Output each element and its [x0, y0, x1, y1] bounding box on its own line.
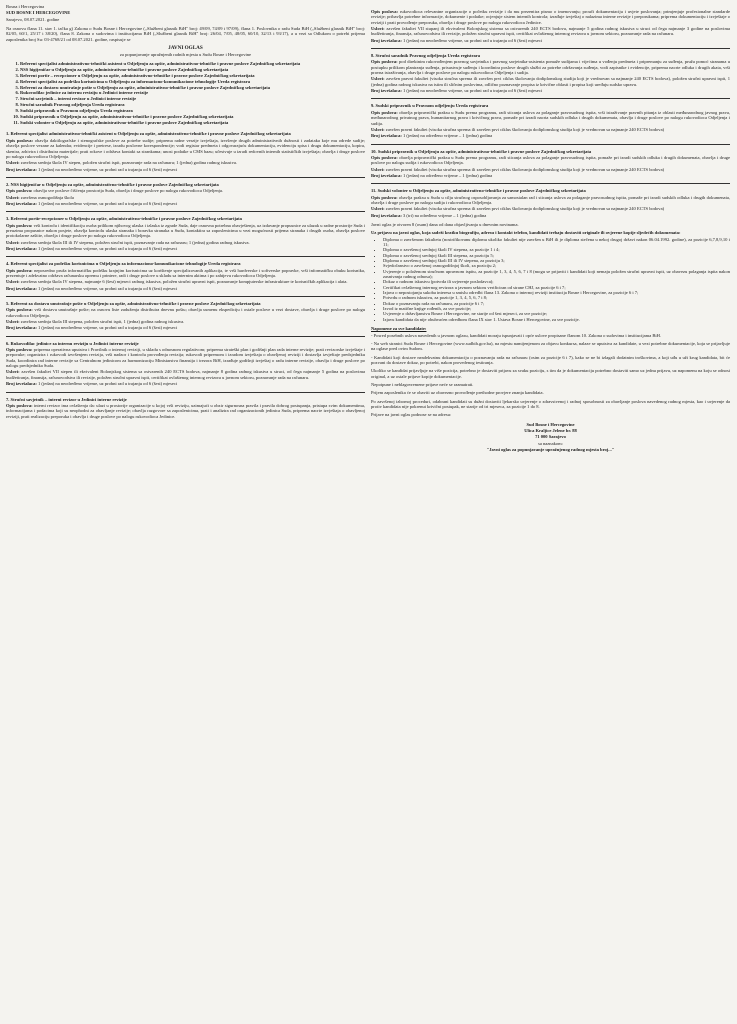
opis-label: Opis poslova: [6, 402, 33, 408]
header-country: Bosna i Hercegovina [6, 4, 45, 9]
position-item: 1. Referent specijalist administrativno-tehnički asistent u Odjeljenju za opšte, administrativno-tehničke i pravne poslove Zajedničkog sekretarijata [20, 61, 365, 66]
broj-label: Broj izvršalaca: [6, 166, 37, 172]
position-item: 8. Stručni saradnik Pravnog odjeljenja Ureda registrara [20, 102, 365, 107]
uslovi-label: Uslovi: [371, 26, 385, 32]
section-divider [371, 144, 730, 145]
uslovi-label: Uslovi: [371, 206, 385, 212]
broj-label: Broj izvršalaca: [371, 172, 402, 178]
job-uslovi [6, 160, 365, 165]
job-section [6, 256, 365, 291]
job-section-title: 6. Rukovodilac jedinice za internu reviziju u Jedinici interne revizije [6, 340, 139, 346]
position-item: 2. NSS higijeničar u Odjeljenju za opšte, administrativno-tehničke i pravne poslove Zajedničkog sekretarijata [20, 67, 365, 72]
job-section [371, 48, 730, 93]
note-paragraph: Prijem zaposlenika će se obaviti uz obavezno provođenje prethodne provjere znanja kandidata. [371, 390, 544, 396]
job-broj [6, 246, 365, 251]
notes-list [371, 333, 730, 418]
job-uslovi [6, 240, 365, 245]
job-broj [371, 133, 730, 138]
position-item: 9. Sudski pripravnik u Pravnom odjeljenju Ureda registrara [20, 108, 365, 113]
right-sections [371, 9, 730, 218]
job-uslovi-text: završen pravni fakultet (visoka stručna sprema ili završen prvi ciklus školovanja dodiplomskog studija koji je vrednovan sa najmanje 240 ECTS bodova) [385, 206, 665, 212]
job-broj [371, 38, 730, 43]
opis-label: Opis poslova: [6, 222, 33, 228]
opis-label: Opis poslova: [6, 267, 33, 273]
uslovi-label: Uslovi: [6, 239, 20, 245]
document-item: • Izjavu kandidata da nije obuhvaćen odredbom člana IX stav 1. Ustava Bosne i Hercegovine, za sve pozicije. [383, 317, 730, 322]
documents-list [371, 237, 730, 323]
job-uslovi [6, 369, 365, 380]
section-divider [371, 183, 730, 184]
job-uslovi-text: završena srednja škola III ili IV stepena, položen stručni ispit, poznavanje rada na računaru; 1 (jedna) godina radnog iskustva. [20, 239, 250, 245]
job-section-title: 11. Sudski volonter u Odjeljenju za opšte, administrativno-tehničke i pravne poslove Zajedničkog sekretarijata [371, 188, 586, 194]
job-section-title: 2. NSS higijeničar u Odjeljenju za opšte, administrativno-tehničke i pravne poslove Zajedničkog sekretarijata [6, 181, 219, 187]
document-item: • Certifikat ovlaštenog internog revizora u javnom sektoru verificiran od strane CHJ, za pozicije 6 i 7; [383, 285, 730, 290]
job-broj-text: 1 (jedan) na neodređeno vrijeme, uz probni rad u trajanju od 6 (šest) mjeseci [38, 200, 178, 206]
job-broj-text: 1 (jedan) na određeno vrijeme – 1 (jedna) godina [403, 133, 493, 139]
job-section [371, 9, 730, 43]
opis-label: Opis poslova: [371, 154, 398, 160]
position-item: 7. Stručni savjetnik – interni revizor u Jedinici interne revizije [20, 96, 365, 101]
job-uslovi-text: završena srednja škola IV stepen, položen stručni ispit, poznavanje rada na računaru; 1 (jedna) godina radnog iskustva. [20, 160, 237, 166]
note-paragraph: Ukoliko se kandidat prijavljuje na više pozicija, potrebno je dostaviti prijavu za svaku poziciju, s tim da je dokumentaciju potrebno dostaviti samo uz jednu prijavu, uz napomenu na koju se odnosi original, a uz ostale prijave kopije dokumentacije. [371, 368, 730, 379]
job-broj-text: 1 (jedan) na neodređeno vrijeme, uz probni rad u trajanju od 6 (šest) mjeseci [38, 381, 178, 387]
open-period: Javni oglas je otvoren 8 (osam) dana od dana objavljivanja u dnevnim novinama. [371, 221, 519, 227]
job-uslovi [6, 195, 365, 200]
document-item: • Uvjerenje o državljanstvu Bosne i Hercegovine, ne starije od šest mjeseci, za sve pozicije; [383, 311, 730, 316]
note-paragraph: - Posred posebnih uslova navedenih u javnom oglasu, kandidati moraju ispunjavati i opće uslove propisane članom 10. Zakona o sudovima i institucijama BiH. [371, 332, 662, 338]
application-instructions: Uz prijavu na javni oglas, koja sadrži kratku biografiju, adresu i kontakt telefon, kandidati trebaju dostaviti originale ili ovjerene kopije sljedećih dokumenata: [371, 230, 681, 236]
job-opis [371, 195, 730, 206]
opis-label: Opis poslova: [371, 9, 399, 14]
opis-label: Opis poslova: [6, 347, 33, 353]
uslovi-label: Uslovi: [6, 319, 20, 325]
document-item: • Diploma o završenom fakultetu (nostrifikovanu diplomu ukoliko fakultet nije završen u BiH ili je diploma stečena u nekoj drugoj državi nakon 06.04.1992. godine), za pozicije 6,7,8,9,10 i 11; [383, 237, 730, 248]
broj-label: Broj izvršalaca: [6, 200, 37, 206]
uslovi-label: Uslovi: [6, 369, 20, 375]
note-paragraph: Prijave na javni oglas podnose se na adresu: [371, 412, 452, 418]
job-broj [6, 286, 365, 291]
job-opis [6, 188, 365, 193]
left-sections [6, 131, 365, 418]
job-uslovi-text: završen pravni fakultet (visoka stručna sprema ili završen prvi ciklus školovanja dodiplomskog studija koji je vrednovan sa najmanje 240 ECTS bodova) [385, 126, 665, 132]
positions-list [6, 61, 365, 126]
job-section [6, 296, 365, 331]
job-uslovi-text: završen fakultet VII stepen ili ekvivalent Bolonjskog sistema sa ostvarenih 240 ECTS bodova, najmanje 8 godina radnog iskustva u struci, od čega najmanje 5 godina na poslovima budžetiranja, finansija, računovodstva ili revizije, položen stručni upravni ispit, certifikat ovlaštenog internog revizora u javnom sektoru, poznavanje rada na računaru. [6, 369, 365, 380]
job-uslovi [371, 167, 730, 172]
job-opis-text: rukovodioca relevantne organizacije o početku revizije i da mu prezentira pismo o imenovanju; prouči dokumentaciju i uvjete poslovanja; primjenjuje profesionalne standarde revizije; pribavlja potrebne informacije, dokumente i podatke; ocjenjuje sistem internih kontrola; izrađuje izvještaj o nalazima interne revizije i preporukama; priprema dokumentaciju i izvještaje o reviziji i prati provođenje preporuka, obavlja i druge poslove po nalogu rukovodioca Jedinice. [371, 9, 730, 25]
document-item: • Uvjerenje o položenom stručnom upravnom ispitu, za pozicije 1, 3, 4, 5, 6, 7 i 8 (mogu se prijaviti i kandidati koji nemaju položen stručni upravni ispit, uz obavezu polaganja ispita nakon zasnivanja radnog odnosa); [383, 269, 730, 280]
opis-label: Opis poslova: [6, 137, 34, 143]
job-opis-text: pod direktnim rukovođenjem pravnog savjetnika i pravnog savjetnika-asistenta pomaže sudijama i vijećima u vođenju predmeta i pripremanju za suđenja, pruža pomoć stranama u postupku prilikom planiranja suđenja, prisustvuje suđenju i koordinira poslove drugih službi za potrebe održavanja suđenja, vodi zapisnike i evidencije, priprema nacrte odluka i drugih akata, vrši pravna istraživanja, obavlja i druge poslove po nalogu rukovodioca Odjeljenja i sudija. [371, 59, 730, 76]
job-section [6, 177, 365, 206]
job-opis-text: obavlja praksu u Sudu u cilju stručnog osposobljavanja za samostalan rad i sticanja uslova za polaganje pravosudnog ispita, pomaže pri izradi sudskih odluka i drugih dokumenata, obavlja i druge poslove po nalogu sudija i rukovodioca Odjeljenja. [371, 194, 730, 205]
header-date: Sarajevo, 08.07.2021. godine [6, 16, 60, 22]
uslovi-label: Uslovi: [371, 166, 385, 172]
job-opis-text: obavlja daktilografske i stenografske poslove za potrebe sudije; priprema radne verzije izvještaja, izvršenje drugih administrativnih dužnosti i zadataka koje mu odrede sudije; obavlja poslove vezane za kalendar, evidencije i pretrese, izradu poslovne korespondencije; vodi registar predmeta i odgovarajuću dokumentaciju, evidenciju spisa i drugu dokumentaciju, kopira, skenira, arhivira i distribuira materijale; prati rokove i održava kontakt sa strankama; unosi podatke u CMS bazu; učestvuje u izradi redovnih internih statističkih izvještaja; obavlja i druge poslove po nalogu rukovodioca Odjeljenja. [6, 137, 365, 159]
document-item: • Dokaz o radnom iskustvu (potvrda ili uvjerenje poslodavca); [383, 279, 730, 284]
job-uslovi-text: završena osmogodišnja škola [20, 194, 74, 200]
job-broj [6, 201, 365, 206]
job-section-title: 7. Stručni savjetnik – interni revizor u Jedinici interne revizije [6, 396, 127, 402]
job-broj [6, 381, 365, 386]
job-uslovi [6, 279, 365, 284]
job-broj [371, 88, 730, 93]
section-divider [6, 392, 365, 393]
address-block [371, 422, 730, 453]
left-column [6, 4, 365, 1020]
job-opis-text: vrši kontrolu i identifikaciju osoba prilikom njihovog ulaska i izlaska iz zgrade Suda, daje osnovna potrebna obavještenja, uz izdavanje propusnice za ulazak u radne prostorije Suda i preuzima propusnice nakon posjete, obavlja kontrolu ulaska stranaka i boravka stranaka u Sudu, kontaktira sa zaposlenicima u vezi mogućnosti prijema stranaka i drugih osoba, obavlja poslove protokolarne zaštite, obavlja i druge poslove po nalogu rukovodioca Odjeljenja. [6, 222, 365, 239]
job-section-title: 4. Referent specijalist za podršku korisnicima u Odjeljenju za informaciono-komunikacione tehnologije Ureda registrara [6, 261, 241, 267]
document-item: • Izvod iz matične knjige rođenih, za sve pozicije; [383, 306, 730, 311]
document-item: • Potvrdu o radnom iskustvu, za pozicije 1, 3, 4, 5, 6, 7 i 8; [383, 295, 730, 300]
uslovi-label: Uslovi: [6, 160, 20, 166]
job-section-title: 10. Sudski pripravnik u Odjeljenju za opšte, administrativno-tehničke i pravne poslove Zajedničkog sekretarijata [371, 148, 592, 154]
section-divider [6, 296, 365, 297]
job-broj-text: 1 (jedan) na neodređeno vrijeme, uz probni rad u trajanju od 6 (šest) mjeseci [38, 245, 178, 251]
job-opis-text: obavlja sve poslove čišćenja prostorija Suda, obavlja i druge poslove po nalogu rukovodioca Odjeljenja. [33, 188, 224, 194]
note-paragraph: - Na web stranici Suda Bosne i Hercegovine (www.sudbih.gov.ba), na mjestu namijenjenom za objavu konkursa, nalaze se uputstva za kandidate, u vezi potrebne dokumentacije, koja se prijavljuje na oglase pred ovim Sudom. [371, 340, 730, 352]
note-paragraph: Nepotpune i neblagovremene prijave neće se razmatrati. [371, 381, 474, 387]
note-paragraph: - Kandidati koji dostave neadekvatnu dokumentaciju o poznavanju rada na računaru (osim za pozicije 6 i 7), kako se ne bi izlagali dodatnim troškovima, a koji uđu u uži krug kandidata, bit će pozvani da dostave dokaz, po potrebi, nakon provedenog testiranja. [371, 354, 730, 365]
job-uslovi [371, 206, 730, 211]
opis-label: Opis poslova: [6, 307, 33, 313]
position-item: 11. Sudski volonter u Odjeljenju za opšte, administrativno-tehničke i pravne poslove Zajedničkog sekretarijata [20, 120, 365, 125]
job-opis [6, 138, 365, 159]
job-broj-text: 1 (jedan) na neodređeno vrijeme, uz probni rad u trajanju od 6 (šest) mjeseci [38, 166, 178, 172]
job-opis [371, 59, 730, 75]
job-opis [371, 9, 730, 25]
right-column [371, 4, 730, 1020]
job-uslovi [371, 127, 730, 132]
page-subtitle: za popunjavanje upražnjenih radnih mjesta u Sudu Bosne i Hercegovine [119, 52, 252, 58]
job-opis [6, 307, 365, 318]
section-divider [371, 98, 730, 99]
job-section-title: 1. Referent specijalist administrativno-tehnički asistent u Odjeljenju za opšte, administrativno-tehničke i pravne poslove Zajedničkog sekretarijata [6, 131, 291, 137]
broj-label: Broj izvršalaca: [6, 325, 37, 331]
header-court: SUD BOSNE I HERCEGOVINE [6, 10, 71, 16]
opis-label: Opis poslova: [6, 188, 33, 194]
job-opis [371, 110, 730, 126]
job-uslovi-text: završena srednja škola IV stepena, najmanje 6 (šest) mjeseci radnog iskustva, položen stručni upravni ispit, poznavanje kompjuterske infrastrukture te korisničkih aplikacija i alata. [20, 279, 348, 285]
job-broj [6, 167, 365, 172]
position-item: 5. Referent za dostavu unutrašnje pošte u Odjeljenju za opšte, administrativno-tehničke i pravne poslove Zajedničkog sekretarijata [20, 85, 365, 90]
job-broj-text: 1 (jedan) na određeno vrijeme – 1 (jedna) godina [403, 172, 493, 178]
note-paragraph: Po završenoj izbornoj proceduri, odabrani kandidati su dužni dostaviti ljekarsko uvjerenje o zdravstvenoj i radnoj sposobnosti za obavljanje poslova navedenog radnog mjesta, kao i uvjerenje da protiv kandidata nije pokrenut krivični postupak, ne starije od tri mjeseca, za pozicije 1 do 8. [371, 398, 730, 409]
job-broj-text: 1 (jedan) na neodređeno vrijeme, uz probni rad u trajanju od 6 (šest) mjeseci [38, 325, 178, 331]
broj-label: Broj izvršalaca: [371, 133, 402, 139]
job-section-title: 3. Referent portir-recepcioner u Odjeljenju za opšte, administrativno-tehničke i pravne poslove Zajedničkog sekretarijata [6, 216, 242, 222]
job-opis [371, 155, 730, 166]
position-item: 6. Rukovodilac jedinice za internu reviziju u Jedinici interne revizije [20, 90, 365, 95]
job-uslovi [6, 319, 365, 324]
job-uslovi-text: završen pravni fakultet (visoka stručna sprema ili završen prvi ciklus školovanja dodiplomskog studija koji je vrednovan sa najmanje 240 ECTS bodova), položen stručni upravni ispit, 1 (jedna) godina radnog iskustva na istim ili sličnim poslovima, odlično poznavanje propisa iz krivične oblasti i propisa koji uređuju sudsko upravu. [371, 76, 730, 87]
address-line: Ulica Kraljice Jelene br. 88 [524, 427, 577, 433]
position-item: 3. Referent portir – recepcioner u Odjeljenju za opšte, administrativno-tehničke i pravne poslove Zajedničkog sekretarijata [20, 73, 365, 78]
address-note: "Javni oglas za popunjavanje upražnjenog radnog mjesta broj..." [486, 447, 615, 452]
document-item: • Diploma o završenoj srednjoj školi III stepena, za poziciju 5; [383, 253, 730, 258]
job-uslovi [371, 76, 730, 87]
broj-label: Broj izvršalaca: [6, 245, 37, 251]
job-broj-text: 1 (jedan) na neodređeno vrijeme, uz probni rad u trajanju od 6 (šest) mjeseci [403, 88, 543, 94]
job-section [371, 183, 730, 218]
job-section [371, 98, 730, 138]
document-item: • Diploma o završenoj srednjoj školi III ili IV stepena, za poziciju 3; [383, 258, 730, 263]
job-section [371, 144, 730, 179]
document-item: • Svjedočanstvo o završenoj osmogodišnjoj školi, za poziciju 2; [383, 263, 730, 268]
position-item: 4. Referent specijalist za podršku korisnicima u Odjeljenju za informaciono-komunikacione tehnologije Ureda registrara [20, 79, 365, 84]
job-opis [6, 223, 365, 239]
job-opis [6, 347, 365, 368]
job-opis-text: obavlja pripravnički praksu u Sudu prema programu, radi sticanja uslova za polaganje pravosudnog ispita, vrši istraživanje pravnih pitanja iz oblasti međunarodnog javnog prava, međunarodnog privatnog prava, humanitarnog prava i krivičnog prava, pomaže pri izradi nacrta sudskih odluka i drugih dokumenata, obavlja i druge poslove po nalogu rukovodioca Odjeljenja i sudija. [371, 109, 730, 126]
opis-label: Opis poslova: [371, 194, 398, 200]
broj-label: Broj izvršalaca: [371, 37, 402, 43]
job-section [6, 211, 365, 251]
position-item: 10. Sudski pripravnik u Odjeljenju za opšte, administrativno-tehničke i pravne poslove Zajedničkog sekretarijata [20, 114, 365, 119]
job-section-title: 8. Stručni saradnik Pravnog odjeljenja Ureda registrara [371, 53, 481, 59]
job-section-title: 9. Sudski pripravnik u Pravnom odjeljenju Ureda registrara [371, 103, 489, 109]
job-broj-text: 1 (jedan) na neodređeno vrijeme, uz probni rad u trajanju od 6 (šest) mjeseci [38, 285, 178, 291]
job-opis [6, 268, 365, 279]
section-divider [6, 256, 365, 257]
opis-label: Opis poslova: [371, 109, 398, 115]
broj-label: Broj izvršalaca: [371, 212, 402, 218]
job-uslovi-text: završen pravni fakultet (visoka stručna sprema ili završen prvi ciklus školovanja dodiplomskog studija koji je vrednovan sa najmanje 240 ECTS bodova) [385, 166, 665, 172]
document-item: • Dokaz o poznavanju rada na računaru, za pozicije 6 i 7; [383, 301, 730, 306]
job-section [6, 131, 365, 171]
job-broj [371, 173, 730, 178]
section-divider [6, 211, 365, 212]
job-opis-text: priprema operativna uputstva i Pravilnik o internoj reviziji, u skladu s odnosnom regulativom; priprema strateški plan i godišnji plan rada interne revizije; prati revizorske izvještaje i preporuke; organizira i rukovodi izvršenjem revizija, vrši nadzor i kontrolu provođenja revizija; rukovodi pripremom i izradom izvještaja o obavljenoj reviziji i dostavlja izvještaje predsjedniku Suda, koordinira rad interne revizije sa Centralnom jedinicom za harmonizaciju Ministarstva finansija i trezora BiH, izrađuje godišnji izvještaj o radu interne revizije, obavlja i druge poslove po nalogu predsjednika Suda. [6, 347, 365, 369]
broj-label: Broj izvršalaca: [371, 88, 402, 94]
broj-label: Broj izvršalaca: [6, 285, 37, 291]
job-broj-text: 1 (jedan) na neodređeno vrijeme, uz probni rad u trajanju od 6 (šest) mjeseci [403, 37, 543, 43]
job-section [6, 336, 365, 387]
section-divider [6, 336, 365, 337]
job-opis-text: interni revizor ima ovlaštenja da: ulazi u prostorije organizacije u kojoj vrši reviziju, uzimajući u obzir sigurnosna pravila i pravila dobrog postupanja, pristupa svim dokumentima, informacijama i podacima koji su neophodni za obavljanje revizije; obavlja razgovore sa zaposlenicima, prati i analizira rad organizacionih jedinica Suda, priprema nacrte izvještaja o obavljenoj reviziji, prati realizaciju preporuka i obavlja i druge poslove po nalogu rukovodioca Jedinice. [6, 402, 365, 419]
section-divider [6, 177, 365, 178]
job-broj [371, 213, 730, 218]
job-uslovi-text: završena srednja škola III stepena, položen stručni ispit, 1 (jedna) godina radnog iskustva. [20, 319, 185, 325]
job-section-title: 5. Referent za dostavu unutrašnje pošte u Odjeljenju za opšte, administrativno-tehničke i pravne poslove Zajedničkog sekretarijata [6, 301, 261, 307]
address-line: 71 000 Sarajevo [535, 434, 566, 440]
job-opis-text: neposredno pruža informatičku podršku krajnjim korisnicima uz korištenje specijalizovanih aplikacija, te vrši hardverske i softverske popravke, vrši informatičku obuku korisnika, prezentuje i adekvatno održava računarsku opremu i printere, radi i druge poslove u skladu sa internim aktima i po zahtjevu rukovodioca Odjeljenja. [6, 267, 365, 278]
uslovi-label: Uslovi: [371, 76, 385, 82]
job-broj [6, 325, 365, 330]
broj-label: Broj izvršalaca: [6, 381, 37, 387]
page-title: JAVNI OGLAS [168, 45, 203, 52]
uslovi-label: Uslovi: [371, 126, 385, 132]
uslovi-label: Uslovi: [6, 279, 20, 285]
job-section [6, 392, 365, 419]
document-item: • Diploma o završenoj srednjoj školi IV stepena, za pozicije 1 i 4; [383, 247, 730, 252]
job-opis-text: vrši dostavu unutrašnje pošte; na osnovu liste zaduženja distribuira dnevnu poštu; obavlja usmenu ekspediciju i ostale poslove u vezi dostave, obavlja i druge poslove po nalogu rukovodioca Odjeljenja. [6, 307, 365, 318]
uslovi-label: Uslovi: [6, 194, 20, 200]
opis-label: Opis poslova: [371, 59, 398, 65]
job-opis [6, 403, 365, 419]
notes-title: Napomene za sve kandidate: [371, 326, 427, 332]
section-divider [371, 48, 730, 49]
document-item: • Izjava o nepostojanju sukoba interesa u smislu odredbi člana 13. Zakona o internoj reviziji institucija Bosne i Hercegovine, za pozicije 6 i 7; [383, 290, 730, 295]
address-note-label: sa naznakom: [538, 440, 563, 446]
address-line: Sud Bosne i Hercegovine [526, 421, 575, 427]
job-opis-text: obavlja pripravnički praksu u Sudu prema programu, radi sticanja uslova za polaganje pravosudnog ispita, pomaže pri izradi sudskih odluka i drugih dokumenata, obavlja i druge poslove po nalogu sudija i rukovodioca Odjeljenja. [371, 154, 730, 166]
intro-paragraph: Na osnovu člana 11. stav 1. tačka g) Zakona o Sudu Bosne i Hercegovine („Službeni glasnik BiH" broj: 49/09, 74/09 i 97/09), člana 1. Poslovnika o radu Suda BiH („Službeni glasnik BiH" broj: 82/05, 60/1, 25/17 i 38/20), člana 8. Zakona o sudovima i institucijama BiH („Službeni glasnik BiH" broj: 26/04, 7/05, 48/05, 60/10, 32/13 i 93/17), a u vezi sa Odlukom o potrebi prijema zaposlenika broj Su: 03-4768/21 od 08.07.2021. godine, raspisuje se [6, 26, 365, 42]
job-broj-text: 3 (tri) na određeno vrijeme – 1 (jedna) godina [403, 212, 487, 218]
job-uslovi-text: završen fakultet VII stupanj ili ekvivalent Bolonjskog sistema sa ostvarenih 240 ECTS bodova, najmanje 5 godina radnog iskustva u struci od čega najmanje 3 godine na poslovima budžetiranja, finansija, računovodstva ili revizije, položen stručni upravni ispit, certifikat ovlaštenog internog revizora u javnom sektoru, poznavanje rada na računaru. [371, 26, 730, 37]
job-uslovi [371, 26, 730, 37]
